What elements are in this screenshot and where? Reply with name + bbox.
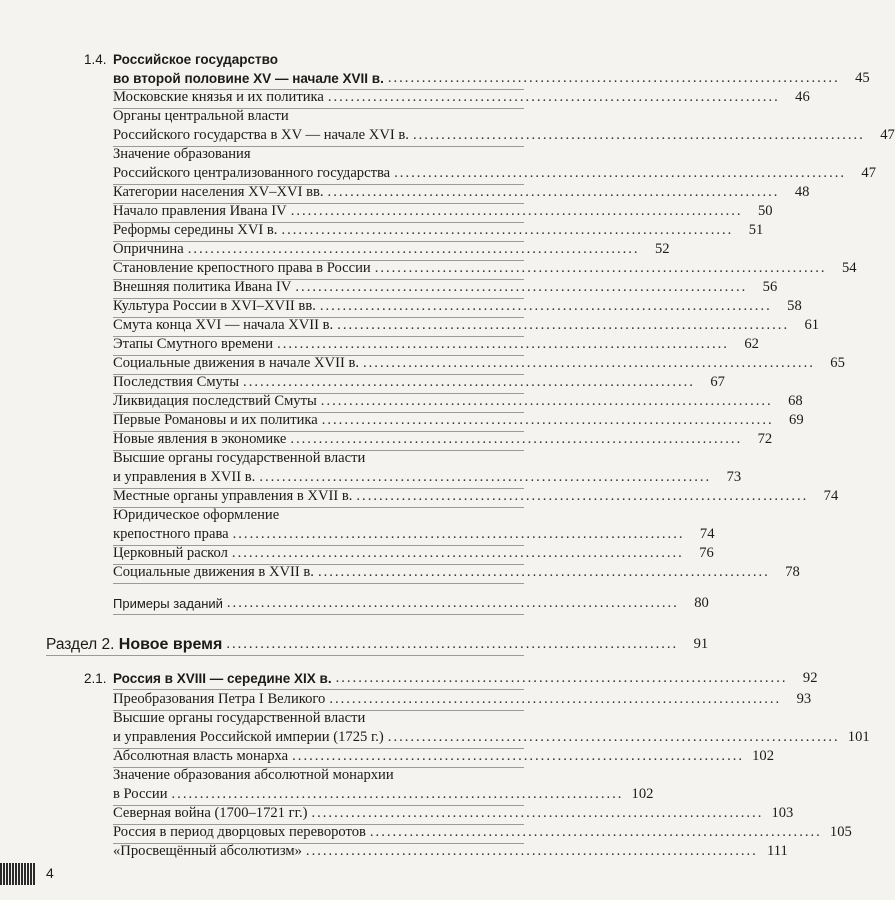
page-number: 56 (762, 279, 778, 295)
page-number: 93 (796, 691, 812, 707)
page-number: 47 (861, 165, 877, 181)
page-number: 46 (795, 89, 810, 105)
entry-title: Церковный раскол (113, 545, 228, 561)
divider (113, 583, 524, 584)
dot-leader: ................................................................................ (290, 203, 743, 219)
entry-title: Российского централизованного государства (113, 165, 391, 181)
entry-title: «Просвещённый абсолютизм» (113, 843, 302, 859)
dot-leader: ................................................................................ (277, 336, 729, 352)
page-number: 76 (699, 545, 714, 561)
toc-entry[interactable] (113, 354, 845, 373)
page-edge-mark (0, 863, 36, 885)
divider (46, 655, 524, 656)
entry-title: Первые Романовы и их политика (113, 412, 318, 428)
page-number: 48 (794, 184, 810, 200)
entry-title: Этапы Смутного времени (113, 336, 274, 352)
section-number: 1.4. (84, 52, 107, 67)
dot-leader: ................................................................................ (290, 431, 743, 447)
dot-leader: ................................................................................ (295, 279, 748, 295)
toc-entry[interactable] (113, 259, 857, 278)
entry-title-line1: Высшие органы государственной власти (113, 710, 366, 726)
toc-entry[interactable] (113, 183, 810, 202)
dot-leader: ................................................................................ (311, 805, 764, 821)
entry-title: Начало правления Ивана IV (113, 203, 287, 219)
dot-leader: ................................................................................ (317, 564, 770, 580)
page-number: 51 (748, 222, 764, 238)
page-number: 74 (699, 526, 715, 542)
page-number: 58 (787, 298, 802, 314)
entry-title: Местные органы управления в XVII в. (113, 488, 353, 504)
toc-entry[interactable] (113, 316, 820, 335)
toc-entry[interactable] (113, 430, 773, 449)
dot-leader: ................................................................................ (329, 691, 782, 707)
entry-title: Становление крепостного права в России (113, 260, 371, 276)
dot-leader: ................................................................................ (231, 545, 684, 561)
section-title-line1: Российское государство (113, 52, 278, 67)
page-number: 61 (804, 317, 820, 333)
dot-leader: ................................................................................ (387, 70, 840, 86)
dot-leader: ................................................................................ (292, 748, 745, 764)
entry-title: Московские князья и их политика (113, 89, 324, 105)
section-title: Россия в XVIII — середине XIX в. (113, 671, 332, 686)
dot-leader: ................................................................................ (337, 317, 790, 333)
dot-leader: ................................................................................ (281, 222, 734, 238)
section-title-line2: во второй половине XV — начале XVII в. (113, 71, 384, 86)
entry-title: Ликвидация последствий Смуты (113, 393, 317, 409)
entry-title-line1: Значение образования абсолютной монархии (113, 767, 394, 783)
page-number: 62 (744, 336, 759, 352)
toc-entry[interactable] (113, 690, 812, 709)
examples-title: Примеры заданий (113, 596, 223, 611)
entry-title: Категории населения XV–XVI вв. (113, 184, 324, 200)
page-number: 54 (841, 260, 857, 276)
toc-section-row[interactable] (113, 669, 818, 688)
toc-entry[interactable] (113, 335, 759, 354)
dot-leader: ................................................................................ (356, 488, 809, 504)
page-number: 67 (710, 374, 725, 390)
toc-entry[interactable] (113, 544, 714, 563)
page-number: 65 (830, 355, 845, 371)
dot-leader: ................................................................................ (412, 127, 865, 143)
toc-entry[interactable] (113, 240, 670, 259)
dot-leader: ................................................................................ (369, 824, 822, 840)
dot-leader: ................................................................................ (327, 89, 780, 105)
dot-leader: ................................................................................ (305, 843, 758, 859)
page-number: 69 (789, 412, 804, 428)
toc-examples-row[interactable] (113, 594, 709, 613)
dot-leader: ................................................................................ (226, 595, 679, 611)
toc-entry[interactable] (113, 785, 654, 804)
toc-entry[interactable] (113, 392, 803, 411)
page-number: 102 (631, 786, 654, 802)
page-number: 50 (757, 203, 773, 219)
page-number: 45 (855, 70, 870, 86)
toc-entry[interactable] (113, 842, 788, 861)
part-title (46, 635, 222, 654)
toc-entry[interactable] (113, 487, 839, 506)
page-number: 78 (785, 564, 800, 580)
entry-title-line1: Юридическое оформление (113, 507, 280, 523)
dot-leader: ................................................................................ (187, 241, 640, 257)
toc-entry[interactable] (113, 823, 852, 842)
toc-entry[interactable] (113, 202, 773, 221)
page-number: 73 (726, 469, 742, 485)
entry-title: Реформы середины XVI в. (113, 222, 278, 238)
entry-title: в России (113, 786, 168, 802)
toc-entry[interactable] (113, 297, 802, 316)
entry-title: Внешняя политика Ивана IV (113, 279, 292, 295)
toc-entry[interactable] (113, 468, 742, 487)
dot-leader: ................................................................................ (259, 469, 712, 485)
page-folio: 4 (46, 865, 54, 881)
toc-entry[interactable] (113, 411, 804, 430)
entry-title: Российского государства в XV — начале XVI в. (113, 127, 409, 143)
entry-title: Опричнина (113, 241, 184, 257)
dot-leader: ................................................................................ (327, 184, 780, 200)
entry-title: Социальные движения в начале XVII в. (113, 355, 359, 371)
entry-title: Новые явления в экономике (113, 431, 287, 447)
entry-title-line1: Значение образования (113, 146, 251, 162)
toc-entry[interactable] (113, 373, 725, 392)
toc-entry[interactable] (113, 563, 800, 582)
toc-part-row[interactable] (46, 635, 709, 654)
entry-title: Абсолютная власть монарха (113, 748, 289, 764)
entry-title: и управления Российской империи (1725 г.) (113, 729, 384, 745)
page-number: 103 (771, 805, 794, 821)
page-number: 52 (654, 241, 670, 257)
page-number: 111 (766, 843, 788, 859)
entry-title: Преобразования Петра I Великого (113, 691, 326, 707)
toc-entry[interactable] (113, 728, 870, 747)
entry-title: Социальные движения в XVII в. (113, 564, 314, 580)
dot-leader: ................................................................................ (363, 355, 815, 371)
entry-title-line1: Органы центральной власти (113, 108, 289, 124)
page-number: 47 (880, 127, 895, 143)
page-number: 92 (802, 670, 818, 686)
dot-leader: ................................................................................ (374, 260, 827, 276)
page-number: 68 (788, 393, 803, 409)
part-name: Новое время (118, 636, 223, 653)
dot-leader: ................................................................................ (394, 165, 847, 181)
entry-title: Россия в период дворцовых переворотов (113, 824, 366, 840)
toc-section-row[interactable] (113, 69, 870, 88)
entry-title: и управления в XVII в. (113, 469, 256, 485)
toc-entry[interactable] (113, 525, 715, 544)
divider (113, 614, 524, 615)
entry-title-line1: Высшие органы государственной власти (113, 450, 366, 466)
dot-leader: ................................................................................ (321, 412, 774, 428)
dot-leader: ................................................................................ (335, 670, 788, 686)
section-number: 2.1. (84, 671, 107, 686)
page-number: 105 (829, 824, 852, 840)
entry-title: крепостного права (113, 526, 229, 542)
page-number: 91 (693, 636, 709, 652)
dot-leader: ................................................................................ (171, 786, 624, 802)
dot-leader: ................................................................................ (319, 298, 772, 314)
part-prefix: Раздел 2. (46, 636, 115, 653)
entry-title: Смута конца XVI — начала XVII в. (113, 317, 334, 333)
entry-title: Северная война (1700–1721 гг.) (113, 805, 308, 821)
entry-title: Последствия Смуты (113, 374, 240, 390)
dot-leader: ................................................................................ (232, 526, 685, 542)
page-number: 80 (694, 595, 709, 611)
entry-title: Культура России в XVI–XVII вв. (113, 298, 316, 314)
dot-leader: ................................................................................ (320, 393, 773, 409)
page-number: 74 (823, 488, 839, 504)
toc-entry[interactable] (113, 126, 895, 145)
toc-entry[interactable] (113, 164, 877, 183)
toc-entry[interactable] (113, 221, 764, 240)
toc-entry[interactable] (113, 88, 810, 107)
page-number: 101 (847, 729, 870, 745)
toc-entry[interactable] (113, 278, 778, 297)
dot-leader: ................................................................................ (387, 729, 840, 745)
page-number: 72 (757, 431, 773, 447)
page-number: 102 (752, 748, 775, 764)
toc-entry[interactable] (113, 804, 794, 823)
toc-entry[interactable] (113, 747, 775, 766)
dot-leader: ................................................................................ (243, 374, 695, 390)
dot-leader: ................................................................................ (226, 636, 679, 652)
